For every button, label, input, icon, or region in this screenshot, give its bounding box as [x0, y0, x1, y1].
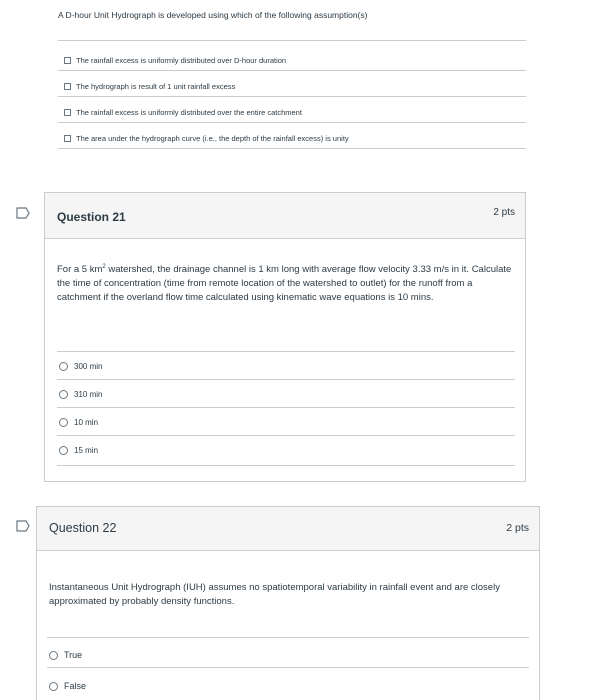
answer-option[interactable]	[49, 681, 86, 691]
radio-button[interactable]	[49, 651, 58, 660]
answer-option[interactable]	[59, 446, 98, 455]
checkbox[interactable]	[64, 109, 71, 116]
question-title: Question 22	[49, 521, 117, 535]
radio-button[interactable]	[59, 418, 68, 427]
radio-button[interactable]	[59, 390, 68, 399]
divider	[57, 435, 515, 436]
divider	[57, 407, 515, 408]
previous-question	[48, 0, 526, 168]
checkbox-option[interactable]	[64, 56, 286, 65]
option-label: 15 min	[74, 446, 99, 455]
radio-button[interactable]	[59, 446, 68, 455]
divider	[58, 148, 526, 149]
divider	[58, 96, 526, 97]
option-label: The area under the hydrograph curve (i.e., the depth of the rainfall excess) is unity	[76, 134, 349, 143]
divider	[57, 465, 515, 466]
option-label: False	[64, 681, 87, 691]
question-points: 2 pts	[506, 522, 529, 534]
checkbox-option[interactable]	[64, 82, 235, 91]
question-header	[37, 507, 539, 551]
divider	[57, 379, 515, 380]
superscript: 2	[102, 264, 106, 270]
radio-button[interactable]	[59, 362, 68, 371]
answer-option[interactable]	[59, 418, 98, 427]
checkbox[interactable]	[64, 57, 71, 64]
question-text: Instantaneous Unit Hydrograph (IUH) assumes no spatiotemporal variability in rainfall event and are closely approximated by probably density functions.	[49, 582, 500, 607]
question-stem: A D-hour Unit Hydrograph is developed using which of the following assumption(s)	[58, 10, 368, 20]
option-label: 310 min	[74, 390, 103, 399]
radio-button[interactable]	[49, 682, 58, 691]
flag-question-icon[interactable]	[16, 207, 30, 219]
question-points: 2 pts	[493, 207, 515, 218]
question-22-card	[36, 506, 540, 700]
divider	[58, 122, 526, 123]
checkbox-option[interactable]	[64, 134, 349, 143]
option-label: The rainfall excess is uniformly distributed over the entire catchment	[76, 108, 302, 117]
question-text-part: watershed, the drainage channel is 1 km long with average flow velocity 3.33 m/s in it. Calculate the time of concentration (time from remote location of the watershed to outlet) for the runoff from a catchment if the overland flow time calculated using kinematic wave equations is 10 mins.	[57, 264, 512, 303]
checkbox[interactable]	[64, 135, 71, 142]
question-text	[57, 263, 517, 304]
checkbox-option[interactable]	[64, 108, 302, 117]
answer-option[interactable]	[59, 362, 102, 371]
divider	[47, 667, 529, 668]
answer-option[interactable]	[59, 390, 102, 399]
question-21-card	[44, 192, 526, 482]
option-label: 10 min	[74, 418, 99, 427]
divider	[47, 637, 529, 638]
divider	[57, 351, 515, 352]
divider	[58, 70, 526, 71]
checkbox[interactable]	[64, 83, 71, 90]
question-text-part: For a 5 km	[57, 264, 103, 276]
flag-question-icon[interactable]	[16, 520, 30, 532]
divider	[58, 40, 526, 41]
option-label: The hydrograph is result of 1 unit rainfall excess	[76, 82, 236, 91]
option-label: True	[64, 650, 83, 660]
question-header	[45, 193, 525, 239]
option-label: 300 min	[74, 362, 103, 371]
option-label: The rainfall excess is uniformly distributed over D-hour duration	[76, 56, 287, 65]
answer-option[interactable]	[49, 650, 82, 660]
question-title: Question 21	[57, 210, 126, 224]
